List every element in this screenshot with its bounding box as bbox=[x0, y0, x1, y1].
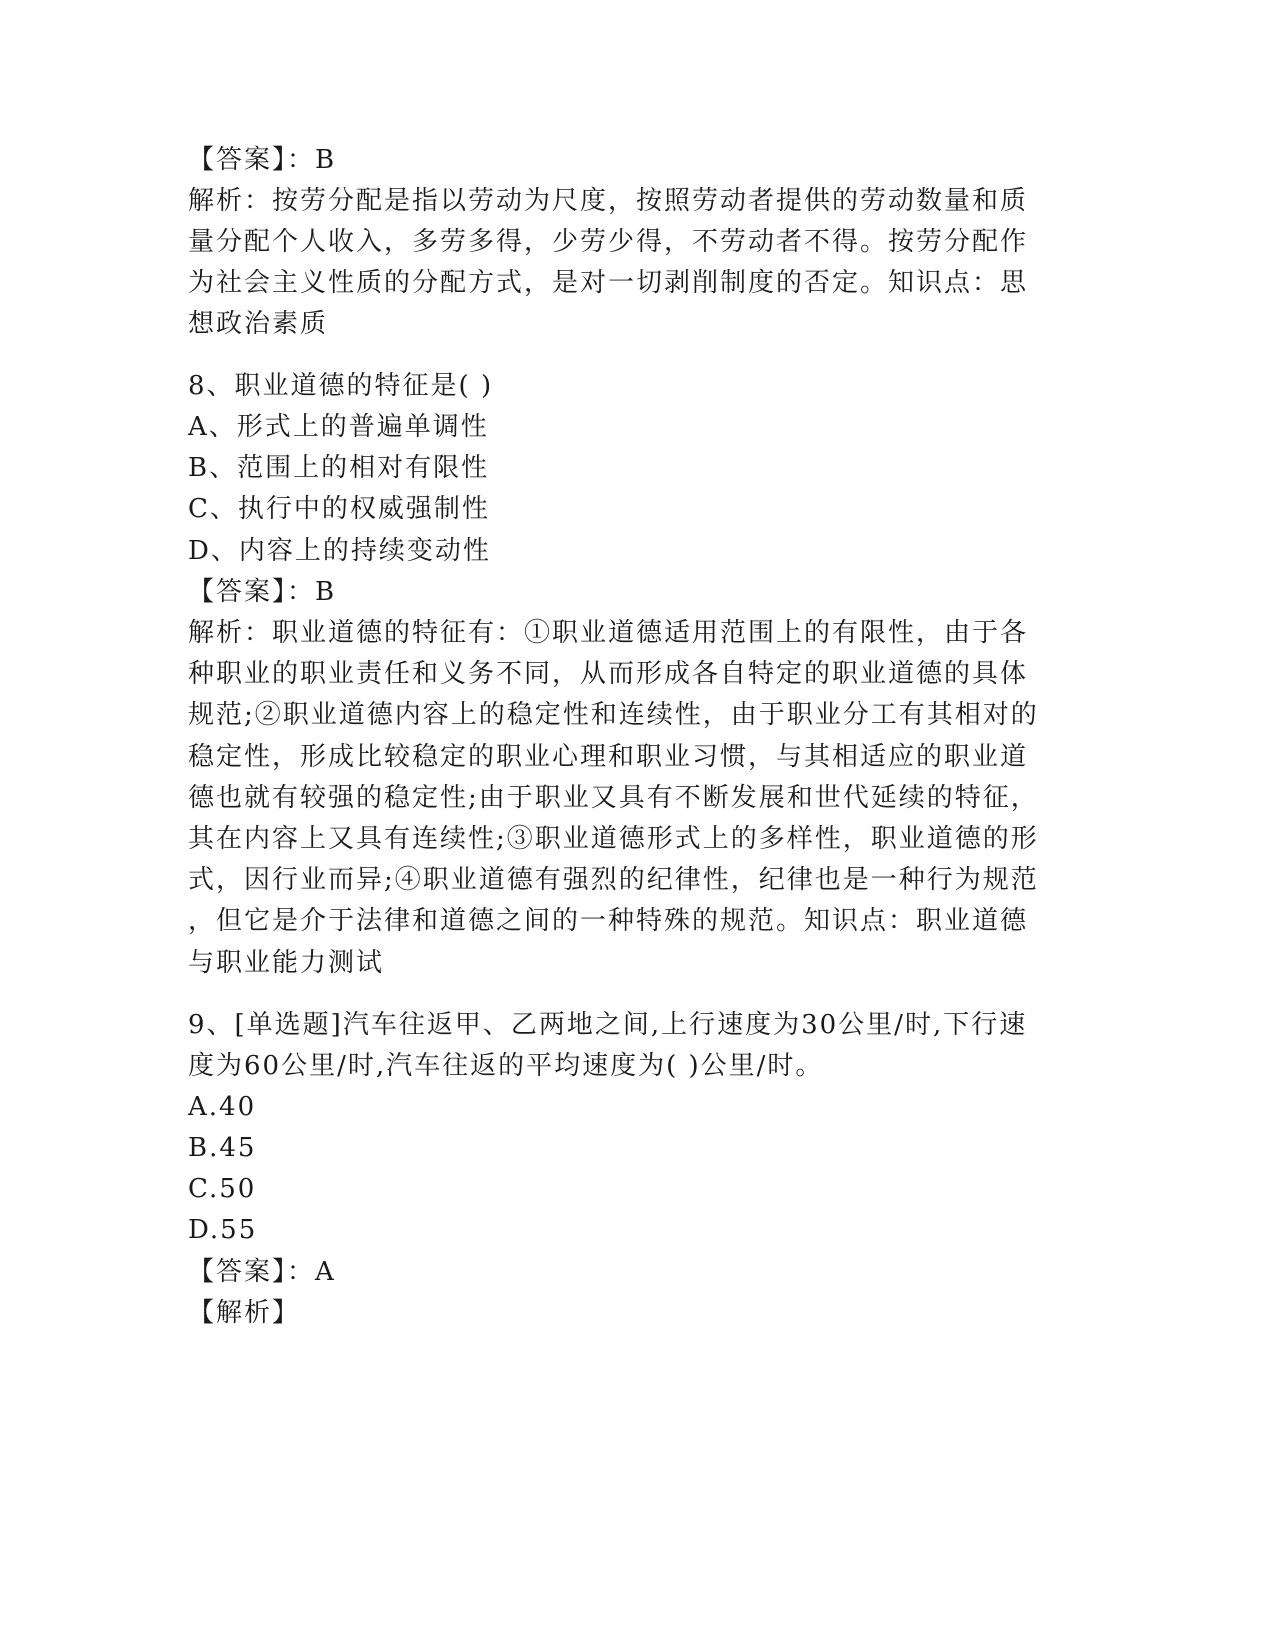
q8-option-a: A、形式上的普遍单调性 bbox=[188, 412, 489, 442]
q9-option-b: B.45 bbox=[188, 1133, 257, 1163]
q8-question: 8、职业道德的特征是( ) bbox=[188, 371, 494, 401]
q9-option-a: A.40 bbox=[188, 1092, 257, 1122]
q8-analysis-line-2: 种职业的职业责任和义务不同，从而形成各自特定的职业道德的具体 bbox=[188, 659, 1029, 689]
q9-question-line-2: 度为60公里/时,汽车往返的平均速度为( )公里/时。 bbox=[188, 1051, 824, 1081]
q7-answer: 【答案】：B bbox=[188, 145, 337, 175]
q7-analysis-line-2: 量分配个人收入，多劳多得，少劳少得，不劳动者不得。按劳分配作 bbox=[188, 227, 1029, 257]
q7-analysis-line-4: 想政治素质 bbox=[188, 309, 329, 339]
q8-analysis-line-3: 规范;②职业道德内容上的稳定性和连续性，由于职业分工有其相对的 bbox=[188, 700, 1039, 730]
q8-option-d: D、内容上的持续变动性 bbox=[188, 536, 491, 566]
q8-answer: 【答案】：B bbox=[188, 577, 337, 607]
q9-option-d: D.55 bbox=[188, 1215, 258, 1245]
q8-analysis-line-6: 其在内容上又具有连续性;③职业道德形式上的多样性，职业道德的形 bbox=[188, 824, 1039, 854]
q8-option-c: C、执行中的权威强制性 bbox=[188, 494, 490, 524]
q8-analysis-line-4: 稳定性，形成比较稳定的职业心理和职业习惯，与其相适应的职业道 bbox=[188, 742, 1029, 772]
q8-analysis-line-5: 德也就有较强的稳定性;由于职业又具有不断发展和世代延续的特征， bbox=[188, 783, 1039, 813]
q8-analysis-line-1: 解析：职业道德的特征有：①职业道德适用范围上的有限性，由于各 bbox=[188, 618, 1029, 648]
q8-analysis-line-9: 与职业能力测试 bbox=[188, 948, 385, 978]
q9-option-c: C.50 bbox=[188, 1174, 257, 1204]
q7-analysis-line-1: 解析：按劳分配是指以劳动为尺度，按照劳动者提供的劳动数量和质 bbox=[188, 186, 1029, 216]
q8-analysis-line-7: 式，因行业而异;④职业道德有强烈的纪律性，纪律也是一种行为规范 bbox=[188, 865, 1039, 895]
q8-analysis-line-8: ，但它是介于法律和道德之间的一种特殊的规范。知识点：职业道德 bbox=[188, 906, 1029, 936]
q9-analysis-heading: 【解析】 bbox=[188, 1298, 301, 1328]
q9-answer: 【答案】：A bbox=[188, 1257, 336, 1287]
q8-option-b: B、范围上的相对有限性 bbox=[188, 453, 490, 483]
q7-analysis-line-3: 为社会主义性质的分配方式，是对一切剥削制度的否定。知识点：思 bbox=[188, 268, 1029, 298]
q9-question-line-1: 9、[单选题]汽车往返甲、乙两地之间,上行速度为30公里/时,下行速 bbox=[188, 1010, 1028, 1040]
